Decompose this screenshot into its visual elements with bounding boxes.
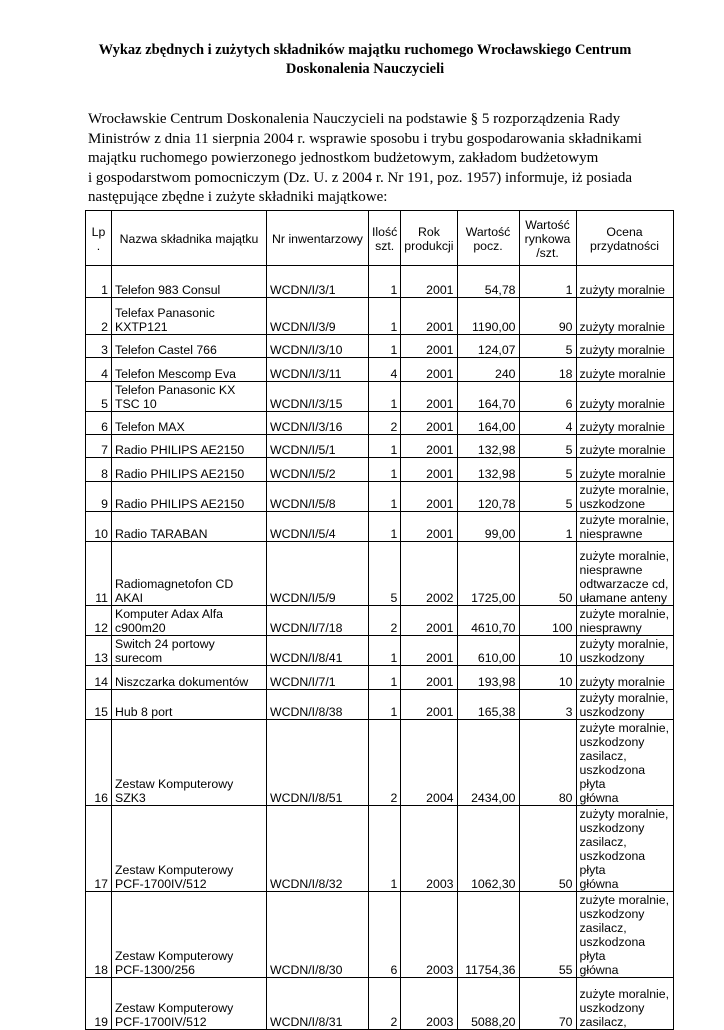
cell-name-line: Zestaw Komputerowy bbox=[115, 949, 234, 963]
cell-production-year: 2001 bbox=[401, 298, 457, 335]
cell-name-line: Telefon Mescomp Eva bbox=[115, 367, 236, 381]
table-row bbox=[86, 298, 674, 335]
cell-name-line: Radiomagnetofon CD bbox=[115, 577, 234, 591]
cell-quantity: 2 bbox=[369, 720, 401, 806]
cell-initial-value: 240 bbox=[457, 358, 519, 382]
cell-inventory-number: WCDN/I/3/10 bbox=[267, 335, 369, 358]
cell-market-value: 100 bbox=[519, 606, 576, 636]
cell-inventory-number: WCDN/I/3/9 bbox=[267, 298, 369, 335]
cell-name bbox=[112, 412, 267, 435]
cell-quantity: 1 bbox=[369, 435, 401, 458]
cell-market-value: 50 bbox=[519, 806, 576, 892]
cell-rating bbox=[576, 382, 673, 412]
header-quantity bbox=[369, 211, 401, 266]
cell-rating-line: zużyty moralnie bbox=[579, 675, 665, 689]
cell-rating-line: zużyte moralnie bbox=[579, 443, 666, 457]
cell-lp: 4 bbox=[86, 358, 112, 382]
table-row bbox=[86, 606, 674, 636]
cell-inventory-number: WCDN/I/3/16 bbox=[267, 412, 369, 435]
cell-lp: 3 bbox=[86, 335, 112, 358]
cell-lp: 16 bbox=[86, 720, 112, 806]
header-text: Nr inwentarzowy bbox=[272, 231, 363, 246]
cell-initial-value: 1725,00 bbox=[457, 542, 519, 606]
cell-name-line: Zestaw Komputerowy bbox=[115, 1001, 234, 1015]
cell-rating-line: zużyte moralnie, bbox=[579, 987, 670, 1001]
cell-quantity: 2 bbox=[369, 412, 401, 435]
cell-name-line: Radio TARABAN bbox=[115, 527, 208, 541]
cell-name bbox=[112, 482, 267, 512]
cell-name-line: PCF-1300/256 bbox=[115, 963, 195, 977]
table-row bbox=[86, 978, 674, 1030]
cell-rating-line: zużyte moralnie, bbox=[579, 721, 670, 735]
cell-market-value: 1 bbox=[519, 266, 576, 298]
cell-name-line: Radio PHILIPS AE2150 bbox=[115, 467, 245, 481]
cell-inventory-number: WCDN/I/3/1 bbox=[267, 266, 369, 298]
cell-rating-line: niesprawny bbox=[579, 621, 642, 635]
cell-name bbox=[112, 636, 267, 666]
cell-rating-line: odtwarzacze cd, bbox=[579, 577, 669, 591]
cell-quantity: 1 bbox=[369, 298, 401, 335]
header-text: Wartość bbox=[525, 217, 570, 232]
cell-rating-line: zużyte moralnie, bbox=[579, 893, 670, 907]
cell-lp: 8 bbox=[86, 458, 112, 482]
cell-name-line: Telefon 983 Consul bbox=[115, 283, 221, 297]
cell-name-line: Telefon MAX bbox=[115, 420, 185, 434]
cell-initial-value: 132,98 bbox=[457, 458, 519, 482]
cell-market-value: 80 bbox=[519, 720, 576, 806]
cell-lp: 5 bbox=[86, 382, 112, 412]
cell-market-value: 5 bbox=[519, 458, 576, 482]
cell-production-year: 2003 bbox=[401, 978, 457, 1030]
cell-production-year: 2001 bbox=[401, 458, 457, 482]
cell-rating bbox=[576, 606, 673, 636]
table-row bbox=[86, 358, 674, 382]
cell-name-line: Radio PHILIPS AE2150 bbox=[115, 443, 245, 457]
cell-production-year: 2003 bbox=[401, 806, 457, 892]
cell-name bbox=[112, 458, 267, 482]
cell-market-value: 5 bbox=[519, 482, 576, 512]
table-row bbox=[86, 542, 674, 606]
cell-market-value: 10 bbox=[519, 636, 576, 666]
table-row bbox=[86, 806, 674, 892]
cell-rating bbox=[576, 512, 673, 542]
cell-rating bbox=[576, 458, 673, 482]
intro-line: majątku ruchomego powierzonego jednostkom budżetowym, zakładom budżetowym bbox=[88, 150, 599, 166]
table-row bbox=[86, 335, 674, 358]
cell-quantity: 1 bbox=[369, 335, 401, 358]
cell-initial-value: 164,70 bbox=[457, 382, 519, 412]
cell-production-year: 2001 bbox=[401, 335, 457, 358]
cell-name bbox=[112, 690, 267, 720]
cell-name-line: AKAI bbox=[115, 591, 144, 605]
cell-rating bbox=[576, 978, 673, 1030]
cell-rating bbox=[576, 806, 673, 892]
header-market-value bbox=[519, 211, 576, 266]
cell-production-year: 2001 bbox=[401, 666, 457, 690]
cell-initial-value: 132,98 bbox=[457, 435, 519, 458]
table-row bbox=[86, 636, 674, 666]
cell-inventory-number: WCDN/I/3/15 bbox=[267, 382, 369, 412]
cell-market-value: 5 bbox=[519, 335, 576, 358]
cell-initial-value: 193,98 bbox=[457, 666, 519, 690]
cell-lp: 12 bbox=[86, 606, 112, 636]
cell-production-year: 2003 bbox=[401, 892, 457, 978]
cell-rating-line: niesprawne bbox=[579, 563, 643, 577]
cell-inventory-number: WCDN/I/7/18 bbox=[267, 606, 369, 636]
intro-line: i gospodarstwom pomocniczym (Dz. U. z 2004 r. Nr 191, poz. 1957) informuje, iż posiada bbox=[88, 169, 633, 186]
cell-initial-value: 99,00 bbox=[457, 512, 519, 542]
cell-quantity: 1 bbox=[369, 666, 401, 690]
cell-rating-line: zużyty moralnie bbox=[579, 343, 665, 357]
cell-production-year: 2001 bbox=[401, 412, 457, 435]
cell-production-year: 2001 bbox=[401, 435, 457, 458]
cell-rating-line: zużyte moralnie bbox=[579, 467, 666, 481]
table-row bbox=[86, 512, 674, 542]
cell-quantity: 6 bbox=[369, 892, 401, 978]
cell-market-value: 90 bbox=[519, 298, 576, 335]
cell-rating-line: zużyty moralnie bbox=[579, 397, 665, 411]
cell-rating-line: zużyty moralnie bbox=[579, 283, 665, 297]
cell-name-line: c900m20 bbox=[115, 621, 166, 635]
table-row bbox=[86, 382, 674, 412]
cell-market-value: 10 bbox=[519, 666, 576, 690]
header-inventory-number bbox=[267, 211, 369, 266]
cell-initial-value: 164,00 bbox=[457, 412, 519, 435]
cell-production-year: 2001 bbox=[401, 266, 457, 298]
intro-line: następujące zbędne i zużyte składniki majątkowe: bbox=[88, 189, 388, 205]
cell-rating bbox=[576, 358, 673, 382]
cell-inventory-number: WCDN/I/7/1 bbox=[267, 666, 369, 690]
cell-rating-line: zużyty moralnie bbox=[579, 420, 665, 434]
cell-initial-value: 120,78 bbox=[457, 482, 519, 512]
cell-inventory-number: WCDN/I/5/8 bbox=[267, 482, 369, 512]
cell-market-value: 55 bbox=[519, 892, 576, 978]
cell-rating-line: zużyte moralnie, bbox=[579, 549, 670, 563]
cell-production-year: 2001 bbox=[401, 606, 457, 636]
header-text: Rok bbox=[417, 224, 440, 239]
cell-name bbox=[112, 542, 267, 606]
cell-name-line: PCF-1700IV/512 bbox=[115, 1015, 207, 1029]
cell-inventory-number: WCDN/I/8/31 bbox=[267, 978, 369, 1030]
intro-line: Ministrów z dnia 11 sierpnia 2004 r. wsprawie sposobu i trybu gospodarowania składnikami bbox=[88, 130, 642, 147]
cell-market-value: 1 bbox=[519, 512, 576, 542]
cell-name-line: Switch 24 portowy bbox=[115, 637, 215, 651]
cell-name-line: Zestaw Komputerowy bbox=[115, 863, 234, 877]
cell-rating-line: zużyte moralnie bbox=[579, 367, 666, 381]
cell-rating-line: główna bbox=[579, 877, 619, 891]
cell-inventory-number: WCDN/I/3/11 bbox=[267, 358, 369, 382]
cell-lp: 13 bbox=[86, 636, 112, 666]
header-production-year bbox=[401, 211, 457, 266]
cell-quantity: 1 bbox=[369, 512, 401, 542]
cell-rating bbox=[576, 335, 673, 358]
cell-rating-line: uszkodzona płyta bbox=[579, 763, 646, 791]
cell-rating-line: zasilacz, bbox=[579, 1015, 627, 1029]
header-rating bbox=[576, 211, 673, 266]
cell-quantity: 4 bbox=[369, 358, 401, 382]
cell-name-line: SZK3 bbox=[115, 791, 146, 805]
cell-rating bbox=[576, 266, 673, 298]
header-text: szt. bbox=[375, 238, 395, 253]
cell-rating-line: zużyte moralnie, bbox=[579, 607, 670, 621]
cell-market-value: 18 bbox=[519, 358, 576, 382]
cell-name-line: Telefon Castel 766 bbox=[115, 343, 217, 357]
cell-inventory-number: WCDN/I/5/4 bbox=[267, 512, 369, 542]
cell-production-year: 2001 bbox=[401, 636, 457, 666]
cell-name-line: KXTP121 bbox=[115, 320, 168, 334]
header-text: rynkowa bbox=[524, 231, 571, 246]
cell-rating-line: niesprawne bbox=[579, 527, 643, 541]
document-title-line: Doskonalenia Nauczycieli bbox=[285, 61, 445, 77]
cell-lp: 15 bbox=[86, 690, 112, 720]
cell-rating-line: zasilacz, bbox=[579, 749, 627, 763]
cell-quantity: 2 bbox=[369, 978, 401, 1030]
cell-initial-value: 165,38 bbox=[457, 690, 519, 720]
cell-name-line: Komputer Adax Alfa bbox=[115, 607, 224, 621]
cell-name bbox=[112, 335, 267, 358]
document-title-line: Wykaz zbędnych i zużytych składników majątku ruchomego Wrocławskiego Centrum bbox=[98, 42, 632, 58]
cell-rating-line: zasilacz, bbox=[579, 835, 627, 849]
cell-rating bbox=[576, 298, 673, 335]
cell-production-year: 2001 bbox=[401, 358, 457, 382]
cell-quantity: 5 bbox=[369, 542, 401, 606]
cell-name bbox=[112, 892, 267, 978]
cell-name-line: Hub 8 port bbox=[115, 705, 173, 719]
cell-name bbox=[112, 266, 267, 298]
cell-lp: 14 bbox=[86, 666, 112, 690]
cell-inventory-number: WCDN/I/5/1 bbox=[267, 435, 369, 458]
cell-production-year: 2001 bbox=[401, 512, 457, 542]
cell-rating-line: zużyte moralnie, bbox=[579, 513, 670, 527]
cell-lp: 9 bbox=[86, 482, 112, 512]
cell-inventory-number: WCDN/I/8/32 bbox=[267, 806, 369, 892]
table-row bbox=[86, 412, 674, 435]
cell-rating bbox=[576, 892, 673, 978]
cell-rating-line: uszkodzona płyta bbox=[579, 849, 646, 877]
cell-initial-value: 124,07 bbox=[457, 335, 519, 358]
cell-rating bbox=[576, 720, 673, 806]
cell-market-value: 5 bbox=[519, 435, 576, 458]
cell-lp: 6 bbox=[86, 412, 112, 435]
header-text: Ilość bbox=[372, 224, 398, 239]
cell-initial-value: 11754,36 bbox=[457, 892, 519, 978]
cell-name-line: Niszczarka dokumentów bbox=[115, 675, 249, 689]
table-row bbox=[86, 266, 674, 298]
cell-rating-line: uszkodzone bbox=[579, 497, 646, 511]
cell-lp: 19 bbox=[86, 978, 112, 1030]
cell-rating-line: główna bbox=[579, 791, 619, 805]
cell-initial-value: 2434,00 bbox=[457, 720, 519, 806]
cell-lp: 2 bbox=[86, 298, 112, 335]
cell-lp: 7 bbox=[86, 435, 112, 458]
cell-name bbox=[112, 435, 267, 458]
cell-inventory-number: WCDN/I/5/2 bbox=[267, 458, 369, 482]
cell-rating-line: zużyty moralnie, bbox=[579, 691, 669, 705]
cell-rating-line: uszkodzony bbox=[579, 705, 645, 719]
cell-inventory-number: WCDN/I/8/41 bbox=[267, 636, 369, 666]
cell-rating-line: uszkodzony bbox=[579, 821, 645, 835]
cell-rating-line: uszkodzony bbox=[579, 735, 645, 749]
cell-rating bbox=[576, 412, 673, 435]
header-name bbox=[112, 211, 267, 266]
table-header-row bbox=[86, 211, 674, 266]
cell-rating bbox=[576, 435, 673, 458]
header-lp bbox=[86, 211, 112, 266]
cell-inventory-number: WCDN/I/8/38 bbox=[267, 690, 369, 720]
cell-name-line: PCF-1700IV/512 bbox=[115, 877, 207, 891]
header-text: /szt. bbox=[536, 245, 559, 260]
cell-rating bbox=[576, 690, 673, 720]
cell-name bbox=[112, 720, 267, 806]
header-text: Nazwa składnika majątku bbox=[119, 231, 259, 246]
cell-rating-line: uszkodzony bbox=[579, 651, 645, 665]
table-row bbox=[86, 892, 674, 978]
header-text: Ocena bbox=[606, 224, 643, 239]
cell-name bbox=[112, 666, 267, 690]
cell-market-value: 70 bbox=[519, 978, 576, 1030]
header-text: produkcji bbox=[404, 238, 454, 253]
cell-market-value: 3 bbox=[519, 690, 576, 720]
cell-quantity: 1 bbox=[369, 806, 401, 892]
cell-market-value: 4 bbox=[519, 412, 576, 435]
cell-name bbox=[112, 606, 267, 636]
cell-rating bbox=[576, 666, 673, 690]
header-text: przydatności bbox=[589, 238, 660, 253]
header-text: pocz. bbox=[473, 238, 503, 253]
header-text: Lp bbox=[91, 224, 106, 239]
header-text: . bbox=[96, 238, 101, 253]
cell-rating-line: uszkodzony bbox=[579, 1001, 645, 1015]
cell-initial-value: 1062,30 bbox=[457, 806, 519, 892]
cell-rating-line: zużyte moralnie, bbox=[579, 483, 670, 497]
cell-name-line: surecom bbox=[115, 651, 163, 665]
cell-name-line: Telefax Panasonic bbox=[115, 306, 215, 320]
cell-production-year: 2001 bbox=[401, 482, 457, 512]
cell-name-line: Telefon Panasonic KX bbox=[115, 383, 236, 397]
cell-inventory-number: WCDN/I/8/51 bbox=[267, 720, 369, 806]
cell-market-value: 6 bbox=[519, 382, 576, 412]
cell-quantity: 1 bbox=[369, 458, 401, 482]
header-text: Wartość bbox=[465, 224, 511, 239]
cell-quantity: 2 bbox=[369, 606, 401, 636]
cell-production-year: 2001 bbox=[401, 690, 457, 720]
cell-rating-line: zużyty moralnie bbox=[579, 320, 665, 334]
cell-rating bbox=[576, 636, 673, 666]
table-row bbox=[86, 458, 674, 482]
cell-name-line: Zestaw Komputerowy bbox=[115, 777, 234, 791]
cell-lp: 11 bbox=[86, 542, 112, 606]
table-row bbox=[86, 690, 674, 720]
cell-rating bbox=[576, 482, 673, 512]
cell-quantity: 1 bbox=[369, 266, 401, 298]
cell-lp: 1 bbox=[86, 266, 112, 298]
cell-name bbox=[112, 382, 267, 412]
cell-quantity: 1 bbox=[369, 636, 401, 666]
cell-production-year: 2001 bbox=[401, 382, 457, 412]
document-title bbox=[80, 41, 650, 79]
cell-lp: 10 bbox=[86, 512, 112, 542]
cell-rating-line: zużyty moralnie, bbox=[579, 807, 669, 821]
table-row bbox=[86, 435, 674, 458]
cell-name bbox=[112, 298, 267, 335]
header-initial-value bbox=[457, 211, 519, 266]
cell-quantity: 1 bbox=[369, 690, 401, 720]
cell-rating-line: główna bbox=[579, 963, 619, 977]
cell-production-year: 2002 bbox=[401, 542, 457, 606]
cell-rating-line: uszkodzona płyta bbox=[579, 935, 646, 963]
cell-inventory-number: WCDN/I/8/30 bbox=[267, 892, 369, 978]
cell-name bbox=[112, 978, 267, 1030]
cell-rating-line: uszkodzony bbox=[579, 907, 645, 921]
cell-name-line: Radio PHILIPS AE2150 bbox=[115, 497, 245, 511]
table-row bbox=[86, 482, 674, 512]
cell-initial-value: 54,78 bbox=[457, 266, 519, 298]
cell-name bbox=[112, 512, 267, 542]
cell-rating-line: zasilacz, bbox=[579, 921, 627, 935]
intro-line: Wrocławskie Centrum Doskonalenia Nauczycieli na podstawie § 5 rozporządzenia Rady bbox=[88, 111, 621, 127]
inventory-table bbox=[85, 210, 674, 1030]
cell-lp: 17 bbox=[86, 806, 112, 892]
cell-lp: 18 bbox=[86, 892, 112, 978]
table-row bbox=[86, 720, 674, 806]
cell-name bbox=[112, 806, 267, 892]
table-row bbox=[86, 666, 674, 690]
cell-initial-value: 610,00 bbox=[457, 636, 519, 666]
cell-name bbox=[112, 358, 267, 382]
cell-rating-line: zużyty moralnie, bbox=[579, 637, 669, 651]
cell-initial-value: 5088,20 bbox=[457, 978, 519, 1030]
cell-initial-value: 4610,70 bbox=[457, 606, 519, 636]
cell-production-year: 2004 bbox=[401, 720, 457, 806]
cell-rating bbox=[576, 542, 673, 606]
cell-rating-line: ułamane anteny bbox=[579, 591, 668, 605]
cell-inventory-number: WCDN/I/5/9 bbox=[267, 542, 369, 606]
intro-paragraph bbox=[88, 110, 648, 208]
cell-name-line: TSC 10 bbox=[115, 397, 157, 411]
cell-quantity: 1 bbox=[369, 482, 401, 512]
cell-quantity: 1 bbox=[369, 382, 401, 412]
cell-market-value: 50 bbox=[519, 542, 576, 606]
cell-initial-value: 1190,00 bbox=[457, 298, 519, 335]
